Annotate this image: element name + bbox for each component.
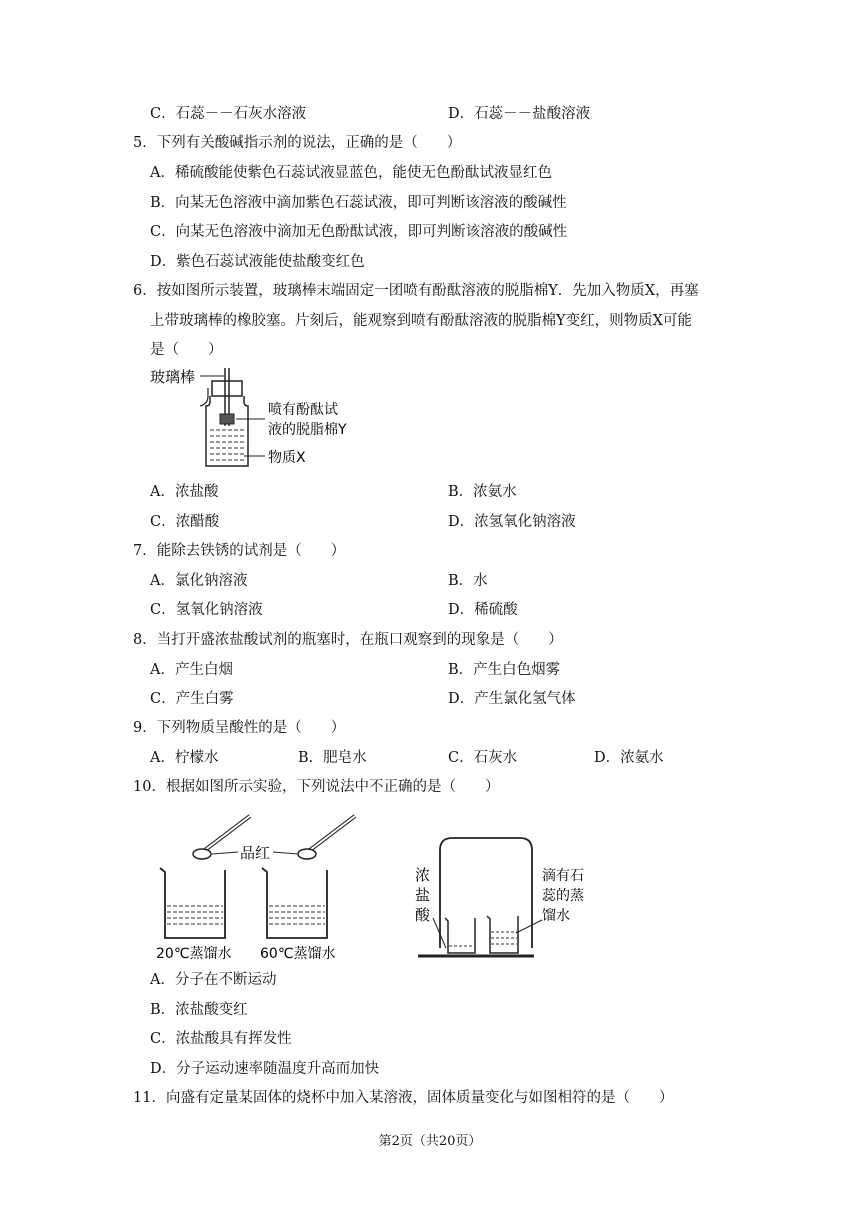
q7-option-c: C．氢氧化钠溶液 bbox=[150, 602, 263, 618]
page-footer: 第2页（共20页） bbox=[378, 1134, 482, 1149]
q10-label-litmus-1: 滴有石 bbox=[542, 868, 584, 884]
q9-option-d: D．浓氨水 bbox=[594, 750, 664, 766]
q6-option-a: A．浓盐酸 bbox=[150, 484, 219, 500]
q11-stem: 11．向盛有定量某固体的烧杯中加入某溶液，固体质量变化与如图相符的是（ ） bbox=[133, 1090, 674, 1106]
q10-label-hcl-2: 盐 bbox=[415, 886, 431, 904]
q10-option-b: B．浓盐酸变红 bbox=[150, 1002, 248, 1018]
q7-stem: 7．能除去铁锈的试剂是（ ） bbox=[133, 543, 346, 559]
q5-stem: 5．下列有关酸碱指示剂的说法，正确的是（ ） bbox=[133, 135, 462, 151]
q6-label-substance: 物质X bbox=[268, 450, 306, 466]
q10-label-litmus-3: 馏水 bbox=[542, 908, 570, 924]
q4-option-c: C．石蕊－－石灰水溶液 bbox=[150, 106, 307, 122]
q6-stem-line3: 是（ ） bbox=[150, 342, 223, 358]
q10-stem: 10．根据如图所示实验，下列说法中不正确的是（ ） bbox=[133, 779, 500, 795]
q10-label-hcl-1: 浓 bbox=[415, 866, 431, 884]
q10-experiment-figure bbox=[150, 808, 610, 968]
q5-option-c: C．向某无色溶液中滴加无色酚酞试液，即可判断该溶液的酸碱性 bbox=[150, 224, 568, 240]
q10-label-beaker-60c: 60℃蒸馏水 bbox=[260, 946, 336, 962]
q6-apparatus-figure bbox=[140, 366, 380, 476]
q10-label-litmus-2: 蕊的蒸 bbox=[542, 888, 584, 904]
q5-option-b: B．向某无色溶液中滴加紫色石蕊试液，即可判断该溶液的酸碱性 bbox=[150, 195, 567, 211]
q6-option-d: D．浓氢氧化钠溶液 bbox=[448, 514, 576, 530]
q7-option-a: A．氯化钠溶液 bbox=[150, 573, 248, 589]
q6-option-c: C．浓醋酸 bbox=[150, 514, 220, 530]
q8-option-b: B．产生白色烟雾 bbox=[448, 662, 561, 678]
q8-option-c: C．产生白雾 bbox=[150, 691, 234, 707]
q8-option-a: A．产生白烟 bbox=[150, 662, 233, 678]
q5-option-d: D．紫色石蕊试液能使盐酸变红色 bbox=[150, 254, 365, 270]
q10-label-hcl-3: 酸 bbox=[415, 906, 431, 924]
q9-option-b: B．肥皂水 bbox=[298, 750, 367, 766]
q9-option-a: A．柠檬水 bbox=[150, 750, 219, 766]
q10-option-a: A．分子在不断运动 bbox=[150, 972, 277, 988]
q10-label-beaker-20c: 20℃蒸馏水 bbox=[156, 946, 232, 962]
q7-option-b: B．水 bbox=[448, 573, 488, 589]
q9-stem: 9．下列物质呈酸性的是（ ） bbox=[133, 720, 346, 736]
q8-stem: 8．当打开盛浓盐酸试剂的瓶塞时，在瓶口观察到的现象是（ ） bbox=[133, 632, 563, 648]
q8-option-d: D．产生氯化氢气体 bbox=[448, 691, 576, 707]
q6-label-rod: 玻璃棒 bbox=[150, 368, 196, 386]
q10-label-dye: 品红 bbox=[240, 844, 271, 862]
q6-label-cotton-1: 喷有酚酞试 bbox=[268, 402, 338, 418]
q6-stem-line2: 上带玻璃棒的橡胶塞。片刻后，能观察到喷有酚酞溶液的脱脂棉Y变红，则物质X可能 bbox=[150, 313, 692, 329]
q6-stem-line1: 6．按如图所示装置，玻璃棒末端固定一团喷有酚酞溶液的脱脂棉Y．先加入物质X，再塞 bbox=[133, 283, 699, 299]
q7-option-d: D．稀硫酸 bbox=[448, 602, 518, 618]
q4-option-d: D．石蕊－－盐酸溶液 bbox=[448, 106, 591, 122]
q9-option-c: C．石灰水 bbox=[448, 750, 518, 766]
q6-label-cotton-2: 液的脱脂棉Y bbox=[268, 422, 347, 438]
q10-option-c: C．浓盐酸具有挥发性 bbox=[150, 1031, 292, 1047]
q6-option-b: B．浓氨水 bbox=[448, 484, 517, 500]
q10-option-d: D．分子运动速率随温度升高而加快 bbox=[150, 1061, 380, 1077]
q5-option-a: A．稀硫酸能使紫色石蕊试液显蓝色，能使无色酚酞试液显红色 bbox=[150, 165, 552, 181]
